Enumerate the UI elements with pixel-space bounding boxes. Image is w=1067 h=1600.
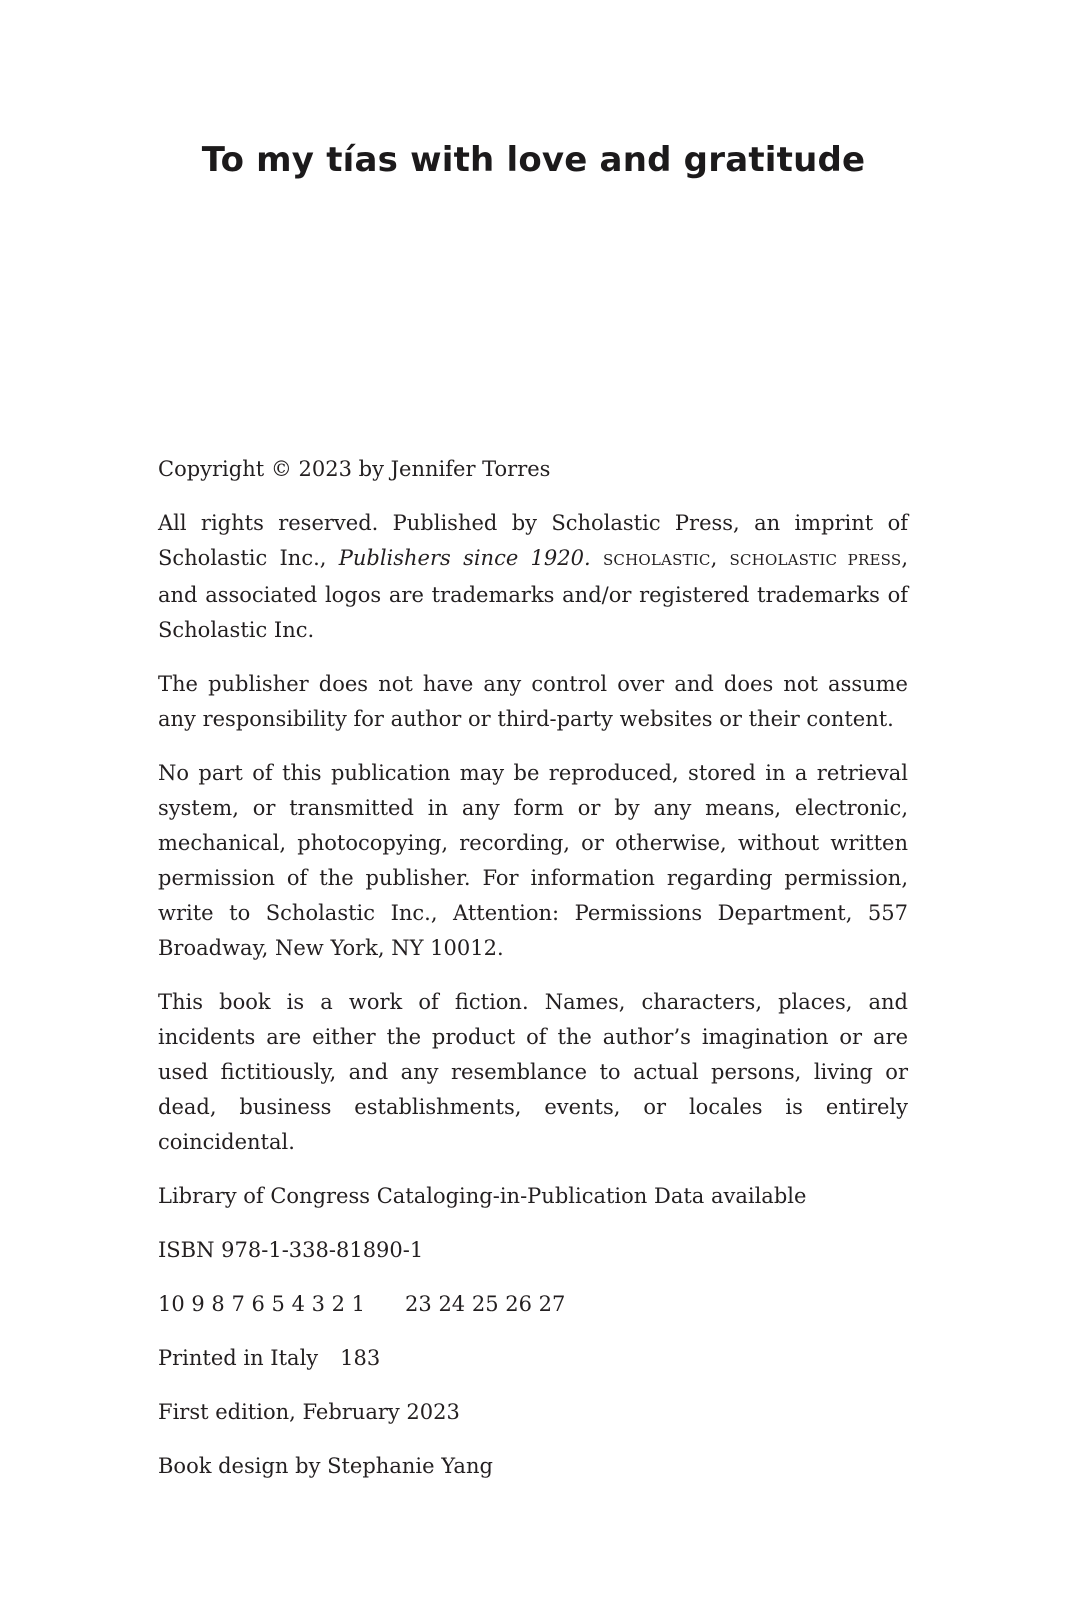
library-line: Library of Congress Cataloging-in-Publication Data available <box>158 1184 807 1208</box>
rights-text-part1: All rights reserved. Published by Scholastic Press, an imprint of Scholastic Inc., <box>158 511 908 570</box>
design-line: Book design by Stephanie Yang <box>158 1454 493 1478</box>
fiction-paragraph: This book is a work of fiction. Names, characters, places, and incidents are either the product of the author’s imagination or are used fictitiously, and any resemblance to actual persons, living or dead, business establishments, events, or locales is entirely coincidental. <box>158 990 908 1154</box>
copyright-line: Copyright © 2023 by Jennifer Torres <box>158 457 551 481</box>
copyright-block <box>158 452 908 1503</box>
trademark-scholastic-press: SCHOLASTIC PRESS <box>729 551 902 569</box>
reproduction-paragraph: No part of this publication may be reproduced, stored in a retrieval system, or transmitted in any form or by any means, electronic, mechanical, photocopying, recording, or otherwise, without written permission of the publisher. For information regarding permission, write to Scholastic Inc., Attention: Permissions Department, 557 Broadway, New York, NY 10012. <box>158 761 908 960</box>
printed-line <box>158 1341 908 1376</box>
printing-numbers: 10 9 8 7 6 5 4 3 2 1 <box>158 1292 366 1316</box>
rights-text-part2: , and associated logos are trademarks and/or registered trademarks of Scholastic Inc. <box>158 546 908 642</box>
printing-line <box>158 1287 908 1322</box>
isbn-line: ISBN 978-1-338-81890-1 <box>158 1238 424 1262</box>
edition-line: First edition, February 2023 <box>158 1400 460 1424</box>
dedication: To my tías with love and gratitude <box>201 140 866 180</box>
printed-code: 183 <box>340 1346 381 1370</box>
publisher-control-paragraph: The publisher does not have any control over and does not assume any responsibility for author or third-party websites or their content. <box>158 672 908 731</box>
rights-comma: , <box>710 546 730 570</box>
rights-paragraph <box>158 506 908 648</box>
printing-years: 23 24 25 26 27 <box>405 1292 566 1316</box>
rights-italic: Publishers since 1920. <box>338 546 591 570</box>
trademark-scholastic: SCHOLASTIC <box>602 551 711 569</box>
printed-in: Printed in Italy <box>158 1346 319 1370</box>
